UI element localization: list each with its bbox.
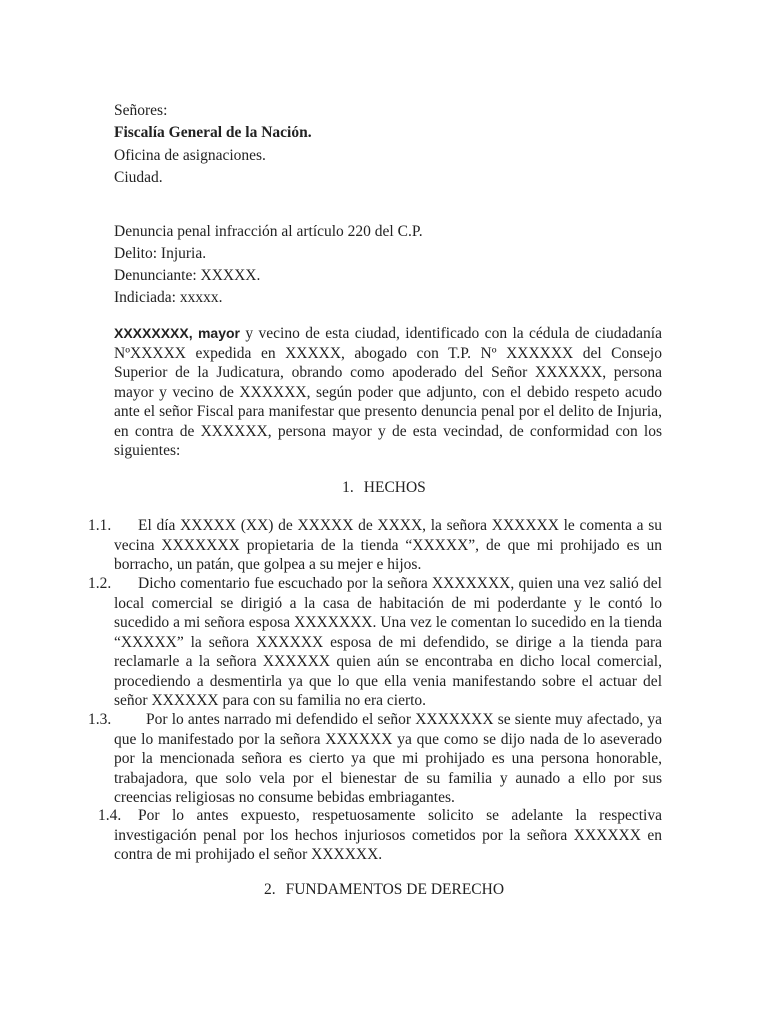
section-heading-hechos — [0, 478, 768, 498]
subject-line: Denuncia penal infracción al artículo 220 del C.P. — [114, 223, 423, 240]
accused-line: Indiciada: xxxxx. — [114, 289, 223, 306]
fact-item-1-2 — [88, 574, 662, 711]
crime-line: Delito: Injuria. — [114, 245, 207, 262]
section-title: HECHOS — [363, 479, 426, 496]
salutation: Señores: — [114, 102, 168, 119]
fact-item-1-4 — [98, 806, 662, 865]
intro-body: y vecino de esta ciudad, identificado con la cédula de ciudadanía NºXXXXX expedida en XXXXX, abogado con T.P. Nº XXXXXX del Consejo Superior de la Judicatura, obrando como apoderado del Señor XXXXXX, persona mayor y vecino de XXXXXX, según poder que adjunto, con el debido respeto acudo ante el señor Fiscal para manifestar que presento denuncia penal por el delito de Injuria, en contra de XXXXXX, persona mayor y de esta vecindad, de conformidad con los siguientes: — [114, 325, 662, 459]
item-text: El día XXXXX (XX) de XXXXX de XXXX, la señora XXXXXX le comenta a su vecina XXXXXXX propietaria de la tienda “XXXXX”, de que mi prohijado es un borracho, un patán, que golpea a su mejer e hijos. — [114, 517, 662, 573]
section-title: FUNDAMENTOS DE DERECHO — [285, 881, 505, 898]
recipient: Fiscalía General de la Nación. — [114, 124, 312, 141]
fact-item-1-3 — [88, 710, 662, 808]
section-number: 1. — [342, 479, 354, 496]
city: Ciudad. — [114, 169, 163, 186]
item-marker: 1.1. — [88, 517, 112, 534]
item-text: Por lo antes narrado mi defendido el señor XXXXXXX se siente muy afectado, ya que lo manifestado por la señora XXXXXX ya que como se dijo nada de lo aseverado por la mencionada señora es cierto ya que mi prohijado es una persona honorable, trabajadora, que solo vela por el bienestar de su familia y aunado a ello por sus creencias religiosas no consume bebidas embriagantes. — [114, 711, 662, 806]
intro-lead: XXXXXXXX, mayor — [114, 325, 241, 341]
item-text: Por lo antes expuesto, respetuosamente solicito se adelante la respectiva investigación penal por los hechos injuriosos cometidos por la señora XXXXXX en contra de mi prohijado el señor XXXXXX. — [114, 807, 662, 863]
complainant-line: Denunciante: XXXXX. — [114, 267, 261, 284]
intro-paragraph — [114, 324, 662, 461]
section-heading-fundamentos — [0, 880, 768, 900]
item-marker: 1.2. — [88, 575, 112, 592]
fact-item-1-1 — [88, 516, 662, 575]
item-marker: 1.3. — [88, 711, 112, 728]
item-text: Dicho comentario fue escuchado por la señora XXXXXXX, quien una vez salió del local comercial se dirigió a la casa de habitación de mi poderdante y le contó lo sucedido a mi señora esposa XXXXXXX. Una vez le comentan lo sucedido en la tienda “XXXXX” la señora XXXXXX esposa de mi defendido, se dirige a la tienda para reclamarle a la señora XXXXXX quien aún se encontraba en dicho local comercial, procediendo a desmentirla ya que lo que ella venia manifestando sobre el actuar del señor XXXXXX para con su familia no era cierto. — [114, 575, 662, 709]
section-number: 2. — [263, 881, 276, 898]
item-marker: 1.4. — [98, 807, 122, 824]
office: Oficina de asignaciones. — [114, 147, 266, 164]
